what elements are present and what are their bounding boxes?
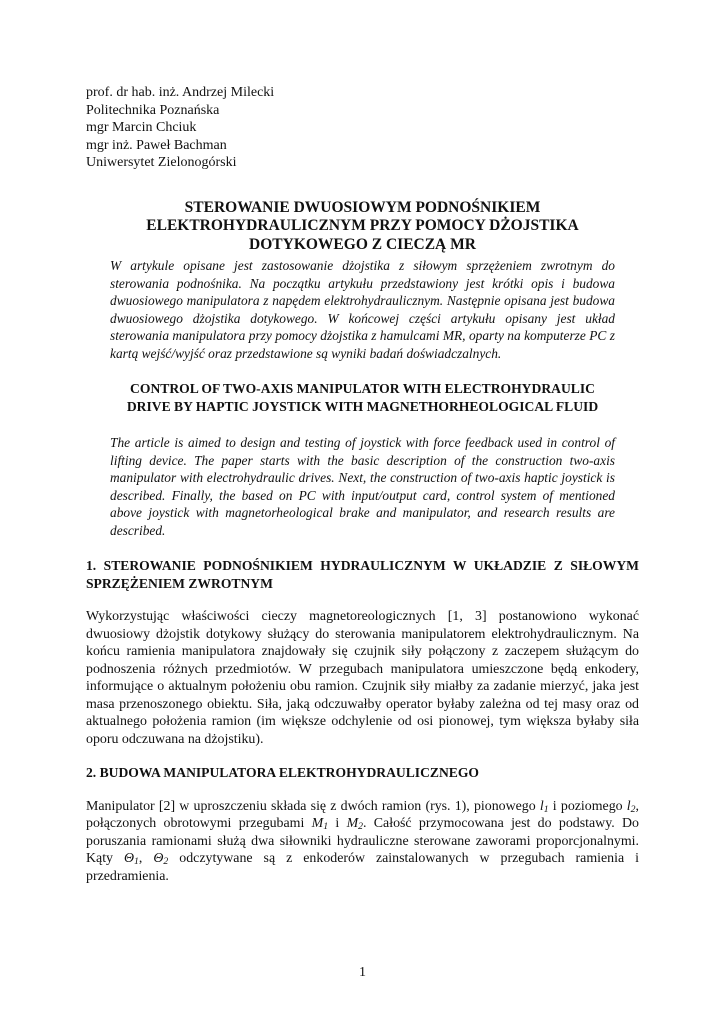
section-1-heading: 1. STEROWANIE PODNOŚNIKIEM HYDRAULICZNYM W UKŁADZIE Z SIŁOWYM SPRZĘŻENIEM ZWROTNYM (86, 558, 639, 591)
text-run: i (328, 816, 347, 832)
text-run: i poziomego (548, 798, 627, 814)
text-run: , połączonych obrotowymi przegubami (86, 798, 639, 832)
title-line: ELEKTROHYDRAULICZNYM PRZY POMOCY DŻOJSTIKA (146, 217, 579, 235)
section-2-body (86, 798, 639, 886)
affiliation-line: Uniwersytet Zielonogórski (86, 155, 237, 171)
title-line: STEROWANIE DWUOSIOWYM PODNOŚNIKIEM (184, 198, 541, 216)
title-line: CONTROL OF TWO-AXIS MANIPULATOR WITH ELECTROHYDRAULIC (130, 381, 595, 397)
text-run: . Całość przymocowana jest do podstawy. Do poruszania ramionami służą dwa siłowniki hydrauliczne sterowane zaworami proporcjonalnymi. Kąty (86, 816, 639, 867)
title-line: DRIVE BY HAPTIC JOYSTICK WITH MAGNETHORHEOLOGICAL FLUID (126, 399, 599, 415)
affiliation-line: Politechnika Poznańska (86, 102, 220, 118)
text-run: odczytywane są z enkoderów zainstalowanych w przegubach ramienia i przedramienia. (86, 851, 639, 884)
symbol-l1: $l_1$ (539, 798, 549, 815)
title-line: DOTYKOWEGO Z CIECZĄ MR (249, 235, 476, 253)
section-1-body: Wykorzystując właściwości cieczy magnetoreologicznych [1, 3] postanowiono wykonać dwuosiowy dżojstik dotykowy służący do sterowania manipulatorem elektrohydraulicznym. Na końcu ramienia manipulatora znajdowały się czujnik siły połączony z zaczepem służącym do podnoszenia różnych przedmiotów. W przegubach manipulatora umieszczone będą enkodery, informujące o aktualnym położeniu obu ramion. Czujnik siły miałby za zadanie mierzyć, jaka jest masa przenoszonego obiektu. Siła, jaką odczuwałby operator byłaby zależna od tej masy oraz od aktualnego położenia ramion (im większe odchylenie od osi pionowej, tym większa byłaby siła oporu odczuwana na dżojstiku). (86, 609, 639, 747)
page-number: 1 (359, 965, 366, 980)
symbol-m2: $M_2$ (346, 816, 363, 833)
symbol-l2: $l_2$ (626, 798, 636, 815)
title-polish (86, 199, 639, 255)
symbol-theta2: $\Theta_2$ (153, 851, 169, 868)
author-line: mgr Marcin Chciuk (86, 120, 197, 136)
symbol-theta1: $\Theta_1$ (124, 851, 139, 868)
title-english (86, 380, 639, 416)
author-block (86, 84, 639, 172)
abstract-polish: W artykule opisane jest zastosowanie dżojstika z siłowym sprzężeniem zwrotnym do sterowania podnośnika. Na początku artykułu przedstawiony jest krótki opis i budowa dwuosiowego manipulatora z napędem elektrohydraulicznym. Następnie opisana jest budowa dwuosiowego dżojstika dotykowego. W końcowej części artykułu opisany jest układ sterowania manipulatora przy pomocy dżojstika z hamulcami MR, oparty na komputerze PC z kartą wejść/wyjść oraz przedstawione są wyniki badań doświadczalnych. (110, 258, 615, 361)
author-line: prof. dr hab. inż. Andrzej Milecki (86, 85, 275, 100)
symbol-m1: $M_1$ (311, 816, 329, 833)
text-run: , (138, 851, 154, 867)
abstract-english: The article is aimed to design and testing of joystick with force feedback used in control of lifting device. The paper starts with the basic description of the construction two-axis manipulator with electrohydraulic drives. Next, the construction of two-axis haptic joystick is described. Finally, the based on PC with input/output card, control system of mentioned above joystick with magnetorheological brake and manipulator, and research results are described. (110, 435, 615, 538)
author-line: mgr inż. Paweł Bachman (86, 137, 227, 153)
document-page (86, 84, 639, 885)
text-run: Manipulator [2] w uproszczeniu składa się z dwóch ramion (rys. 1), pionowego (86, 798, 540, 814)
section-2-heading: 2. BUDOWA MANIPULATORA ELEKTROHYDRAULICZNEGO (86, 765, 480, 781)
